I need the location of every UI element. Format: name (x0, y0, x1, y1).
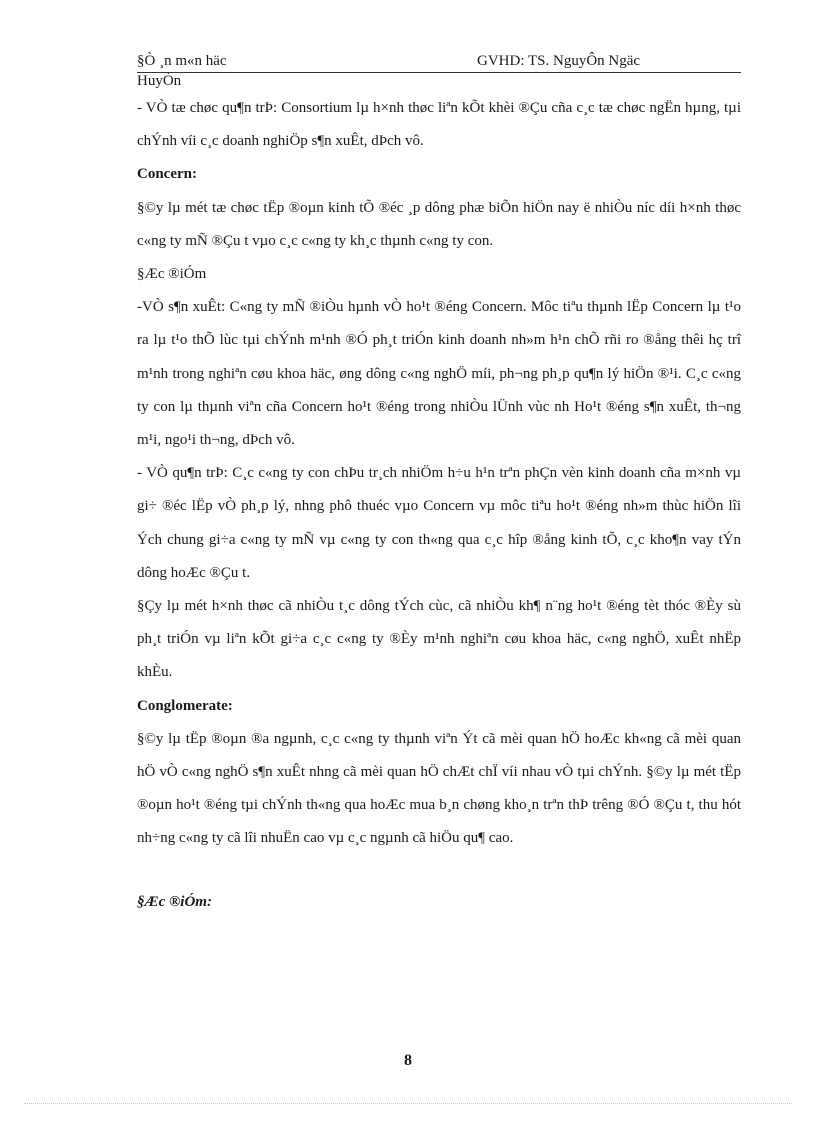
heading-conglomerate: Conglomerate: (137, 697, 233, 714)
footer-divider (24, 1103, 792, 1104)
page-header (137, 52, 741, 73)
header-instructor-continuation: HuyÒn (137, 73, 182, 89)
heading-characteristics-italic: §Æc ®iÓm: (137, 893, 212, 910)
paragraph-concern-effects: §Çy lµ mét h×nh thøc cã nhiÒu t¸c dông tÝch cùc, cã nhiÒu kh¶ n¨ng ho¹t ®éng tèt thóc ®Èy sù ph¸t triÓn vµ liªn kÕt gi÷a c¸c c«ng ty ®Èy m¹nh nghiªn cøu khoa häc, c«ng nghÖ, xuÊt nhËp khÈu. (137, 598, 741, 681)
header-course-title: §Ò ¸n m«n häc (137, 53, 227, 69)
paragraph-concern-definition: §©y lµ mét tæ chøc tËp ®oµn kinh tÕ ®éc ¸p dông phæ biÕn hiÖn nay ë nhiÒu níc díi h×nh thøc c«ng ty mÑ ®Çu t vµo c¸c c«ng ty kh¸c thµnh c«ng ty con. (137, 199, 741, 249)
paragraph-concern-production: -VÒ s¶n xuÊt: C«ng ty mÑ ®iÒu hµnh vÒ ho¹t ®éng Concern. Môc tiªu thµnh lËp Concern lµ t¹o ra lµ t¹o thÕ lùc tµi chÝnh m¹nh ®Ó ph¸t triÓn kinh doanh nh»m h¹n chÕ rñi ro ®ång thêi hç trî m¹nh trong nghiªn cøu khoa häc, øng dông c«ng nghÖ míi, ph¬ng ph¸p qu¶n lý hiÖn ®¹i. C¸c c«ng ty con lµ thµnh viªn cña Concern ho¹t ®éng trong nhiÒu lÜnh vùc nh Ho¹t ®éng s¶n xuÊt, th¬ng m¹i, ngo¹i th¬ng, dÞch vô. (137, 299, 741, 449)
page-number: 8 (404, 1052, 412, 1069)
header-instructor: GVHD: TS. NguyÔn Ngäc (477, 53, 641, 69)
paragraph-conglomerate-definition: §©y lµ tËp ®oµn ®a ngµnh, c¸c c«ng ty thµnh viªn Ýt cã mèi quan hÖ hoÆc kh«ng cã mèi quan hÖ vÒ c«ng nghÖ s¶n xuÊt nhng cã mèi quan hÖ chÆt chÏ víi nhau vÒ tµi chÝnh. §©y lµ mét tËp ®oµn ho¹t ®éng tµi chÝnh th«ng qua hoÆc mua b¸n chøng kho¸n trªn thÞ trêng ®Ó ®Çu t, thu hót nh÷ng c«ng ty cã lîi nhuËn cao vµ c¸c ngµnh cã hiÖu qu¶ cao. (137, 730, 741, 847)
heading-concern: Concern: (137, 166, 197, 183)
paragraph-consortium-management: - VÒ tæ chøc qu¶n trÞ: Consortium lµ h×nh thøc liªn kÕt khèi ®Çu cña c¸c tæ chøc ngËn hµng, tµi chÝnh víi c¸c doanh nghiÖp s¶n xuÊt, dÞch vô. (137, 100, 741, 150)
body-text (137, 92, 741, 919)
paragraph-concern-management: - VÒ qu¶n trÞ: C¸c c«ng ty con chÞu tr¸ch nhiÖm h÷u h¹n trªn phÇn vèn kinh doanh cña m×nh vµ gi÷ ®éc lËp vÒ ph¸p lý, nhng phô thuéc vµo Concern vµ môc tiªu ho¹t ®éng nh»m thùc hiÖn lîi Ých chung gi÷a c«ng ty mÑ vµ c«ng ty con th«ng qua c¸c hîp ®ång kinh tÕ, c¸c kho¶n vay tÝn dông hoÆc ®Çu t. (137, 465, 741, 581)
heading-characteristics: §Æc ®iÓm (137, 266, 207, 283)
